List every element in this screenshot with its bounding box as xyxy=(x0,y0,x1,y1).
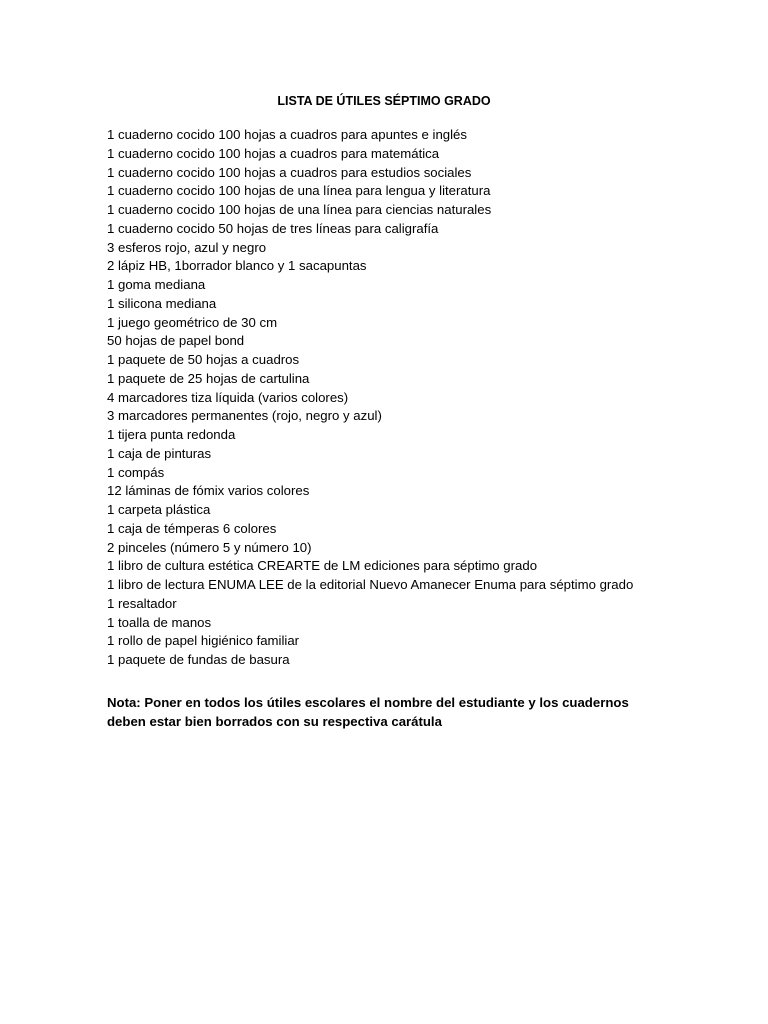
list-item: 1 cuaderno cocido 50 hojas de tres líneas para caligrafía xyxy=(107,220,439,236)
list-item: 1 cuaderno cocido 100 hojas de una línea para lengua y literatura xyxy=(107,183,491,199)
list-item: 1 cuaderno cocido 100 hojas a cuadros para apuntes e inglés xyxy=(107,127,467,142)
list-item: 1 cuaderno cocido 100 hojas a cuadros para matemática xyxy=(107,145,440,161)
supplies-list xyxy=(107,126,633,670)
list-item: 1 juego geométrico de 30 cm xyxy=(107,314,278,330)
list-item: 1 libro de lectura ENUMA LEE de la editorial Nuevo Amanecer Enuma para séptimo grado xyxy=(107,577,634,592)
list-item: 1 carpeta plástica xyxy=(107,502,211,517)
list-item: 2 pinceles (número 5 y número 10) xyxy=(107,539,312,555)
note-line: deben estar bien borrados con su respectiva carátula xyxy=(107,714,442,729)
list-item: 1 paquete de fundas de basura xyxy=(107,652,290,667)
document-title: LISTA DE ÚTILES SÉPTIMO GRADO xyxy=(277,94,491,108)
list-item: 1 libro de cultura estética CREARTE de LM ediciones para séptimo grado xyxy=(107,558,538,574)
list-item: 1 cuaderno cocido 100 hojas a cuadros para estudios sociales xyxy=(107,164,472,180)
note-line: Nota: Poner en todos los útiles escolares el nombre del estudiante y los cuadernos xyxy=(107,695,629,710)
list-item: 50 hojas de papel bond xyxy=(107,333,245,349)
list-item: 1 toalla de manos xyxy=(107,614,212,630)
list-item: 2 lápiz HB, 1borrador blanco y 1 sacapuntas xyxy=(107,258,367,274)
list-item: 1 paquete de 25 hojas de cartulina xyxy=(107,370,310,386)
list-item: 1 goma mediana xyxy=(107,277,206,292)
list-item: 1 compás xyxy=(107,464,165,480)
list-item: 3 esferos rojo, azul y negro xyxy=(107,239,267,255)
list-item: 1 rollo de papel higiénico familiar xyxy=(107,633,300,649)
list-item: 1 caja de pinturas xyxy=(107,445,212,461)
list-item: 1 resaltador xyxy=(107,595,177,611)
list-item: 1 paquete de 50 hojas a cuadros xyxy=(107,352,300,367)
list-item: 4 marcadores tiza líquida (varios colores) xyxy=(107,389,349,405)
list-item: 3 marcadores permanentes (rojo, negro y azul) xyxy=(107,408,382,424)
list-item: 1 caja de témperas 6 colores xyxy=(107,520,277,536)
list-item: 1 silicona mediana xyxy=(107,295,217,311)
list-item: 1 tijera punta redonda xyxy=(107,427,236,442)
list-item: 1 cuaderno cocido 100 hojas de una línea para ciencias naturales xyxy=(107,202,492,217)
list-item: 12 láminas de fómix varios colores xyxy=(107,483,310,499)
note-paragraph xyxy=(107,693,667,731)
